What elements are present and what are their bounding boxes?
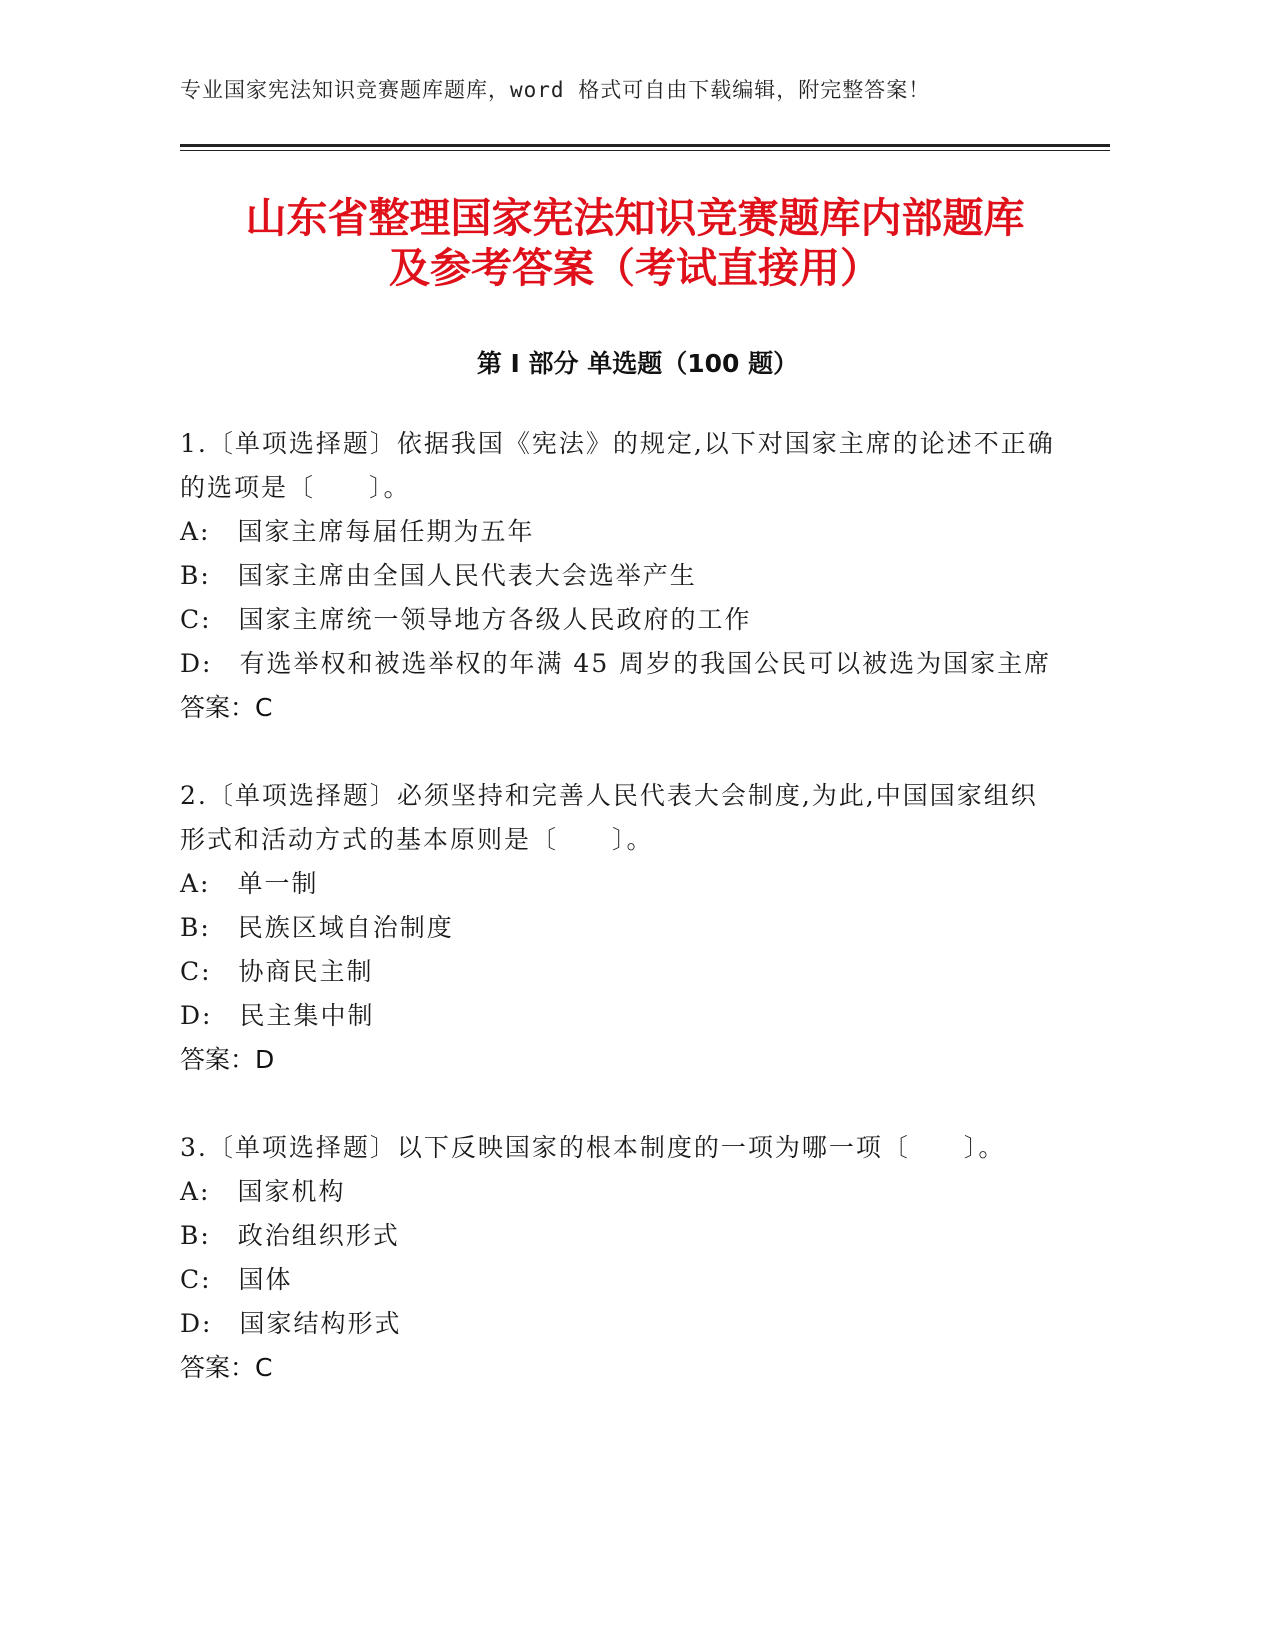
title-line-1: 山东省整理国家宪法知识竞赛题库内部题库 xyxy=(245,194,1025,242)
answer: 答案：C xyxy=(180,693,273,722)
option-b: B: 政治组织形式 xyxy=(180,1221,400,1250)
document-title xyxy=(195,193,1075,293)
option-d: D: 国家结构形式 xyxy=(180,1309,402,1338)
option-c: C: 国家主席统一领导地方各级人民政府的工作 xyxy=(180,605,752,634)
option-d: D: 民主集中制 xyxy=(180,1001,375,1030)
header-rule-thin xyxy=(180,150,1110,151)
section-heading: 第 I 部分 单选题（100 题） xyxy=(476,349,799,378)
option-d: D: 有选举权和被选举权的年满 45 周岁的我国公民可以被选为国家主席 xyxy=(180,649,1052,678)
answer: 答案：C xyxy=(180,1353,273,1382)
option-b: B: 国家主席由全国人民代表大会选举产生 xyxy=(180,561,697,590)
question-stem: 3.〔单项选择题〕以下反映国家的根本制度的一项为哪一项〔 〕。 xyxy=(180,1133,1006,1162)
question-stem: 1.〔单项选择题〕依据我国《宪法》的规定,以下对国家主席的论述不正确的选项是〔 〕。 xyxy=(180,429,1055,502)
header-rule-thick xyxy=(180,144,1110,147)
option-a: A: 国家机构 xyxy=(180,1177,346,1206)
question-3 xyxy=(180,1126,1060,1390)
option-c: C: 协商民主制 xyxy=(180,957,374,986)
title-line-2: 及参考答案（考试直接用） xyxy=(389,244,881,292)
question-2 xyxy=(180,774,1060,1082)
question-stem: 2.〔单项选择题〕必须坚持和完善人民代表大会制度,为此,中国国家组织形式和活动方式的基本原则是〔 〕。 xyxy=(180,781,1038,854)
question-list xyxy=(180,422,1060,1390)
header-note: 专业国家宪法知识竞赛题库题库，word 格式可自由下载编辑，附完整答案！ xyxy=(180,78,931,102)
option-c: C: 国体 xyxy=(180,1265,293,1294)
question-1 xyxy=(180,422,1060,730)
option-a: A: 单一制 xyxy=(180,869,319,898)
answer: 答案：D xyxy=(180,1045,275,1074)
option-b: B: 民族区域自治制度 xyxy=(180,913,454,942)
option-a: A: 国家主席每届任期为五年 xyxy=(180,517,535,546)
